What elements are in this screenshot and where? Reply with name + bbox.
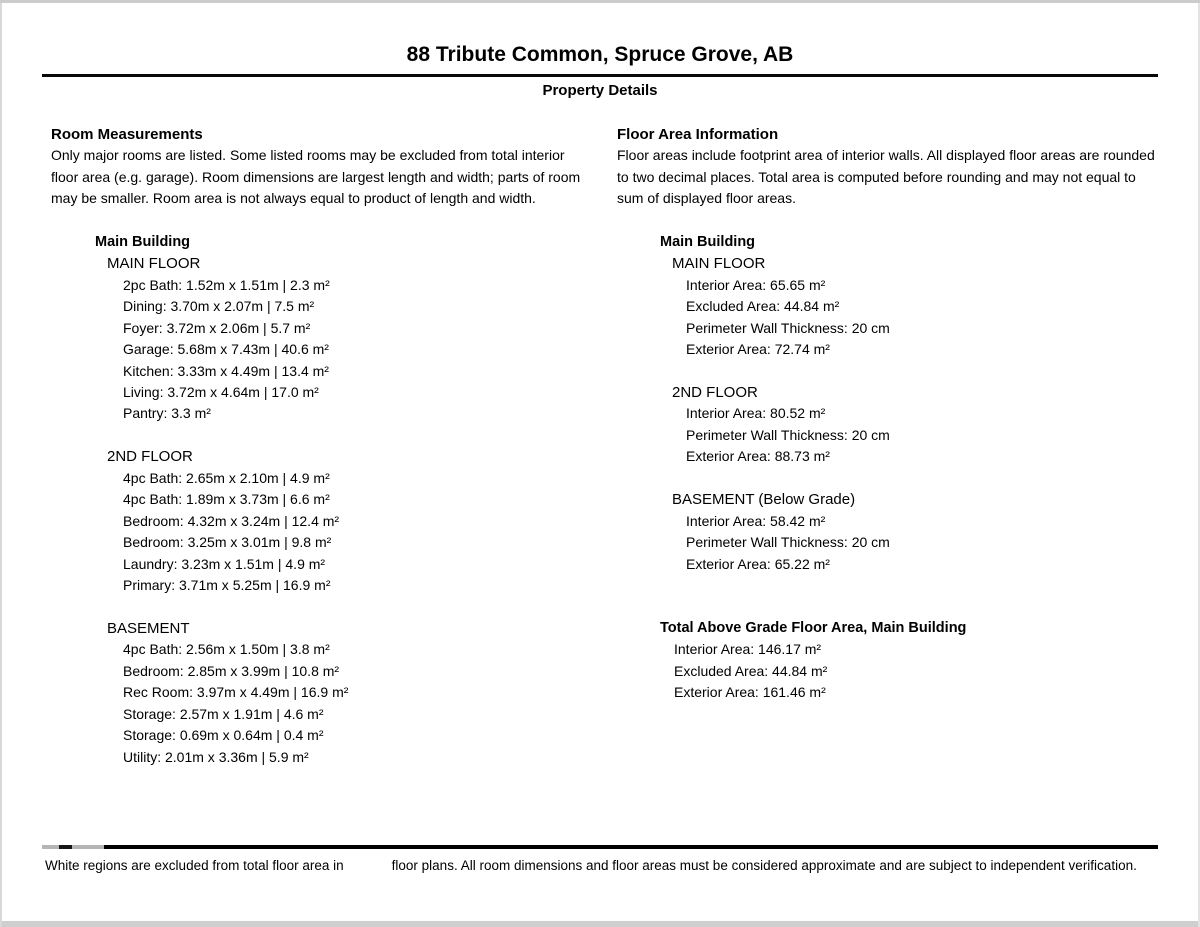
area-basement <box>660 489 1162 575</box>
room-entry: Bedroom: 2.85m x 3.99m | 10.8 m² <box>123 662 340 679</box>
area-stat: Exterior Area: 72.74 m² <box>686 341 830 358</box>
room-entry: Pantry: 3.3 m² <box>123 405 211 422</box>
floor-area-building <box>660 232 1162 575</box>
floor-name: MAIN FLOOR <box>672 255 766 273</box>
area-stat: Exterior Area: 65.22 m² <box>686 555 830 572</box>
room-entry: Utility: 2.01m x 3.36m | 5.9 m² <box>123 748 309 765</box>
total-stat: Exterior Area: 161.46 m² <box>674 684 826 701</box>
title-divider <box>42 74 1158 77</box>
floor-name: BASEMENT (Below Grade) <box>672 491 856 509</box>
area-stat: Interior Area: 65.65 m² <box>686 276 826 293</box>
area-stat: Interior Area: 58.42 m² <box>686 512 826 529</box>
room-entry: Storage: 2.57m x 1.91m | 4.6 m² <box>123 705 324 722</box>
room-measurements-building <box>95 232 588 768</box>
room-measurements-description: Only major rooms are listed. Some listed rooms may be excluded from total interior floor area (e.g. garage). Room dimensions are largest length and width; parts of room may be smaller. Room area is not always equal to product of length and width. <box>51 147 581 207</box>
total-stat-list <box>674 639 1162 703</box>
footer-disclaimer-part2: floor plans. All room dimensions and floor areas must be considered approximate and are subject to independent verification. <box>391 858 1137 873</box>
room-entry: Garage: 5.68m x 7.43m | 40.6 m² <box>123 341 329 358</box>
floor-2nd-floor <box>95 446 588 596</box>
room-entry: Bedroom: 4.32m x 3.24m | 12.4 m² <box>123 512 340 529</box>
area-stat: Exterior Area: 88.73 m² <box>686 448 830 465</box>
area-2nd-floor <box>660 382 1162 468</box>
floor-name: MAIN FLOOR <box>107 255 201 273</box>
total-above-grade-block <box>660 618 1162 704</box>
floor-area-section <box>617 124 1162 704</box>
area-stat: Excluded Area: 44.84 m² <box>686 298 840 315</box>
floor-area-description: Floor areas include footprint area of interior walls. All displayed floor areas are rounded to two decimal places. Total area is computed before rounding and may not equal to sum of displayed floor areas. <box>617 147 1155 207</box>
total-heading: Total Above Grade Floor Area, Main Building <box>660 620 967 637</box>
footer-disclaimer <box>45 857 1165 875</box>
room-entry: Kitchen: 3.33m x 4.49m | 13.4 m² <box>123 362 329 379</box>
floor-name: BASEMENT <box>107 619 190 637</box>
room-entry: Rec Room: 3.97m x 4.49m | 16.9 m² <box>123 684 349 701</box>
room-entry: Primary: 3.71m x 5.25m | 16.9 m² <box>123 577 331 594</box>
room-entry: Storage: 0.69m x 0.64m | 0.4 m² <box>123 727 324 744</box>
room-list <box>123 639 588 768</box>
building-name: Main Building <box>95 233 191 250</box>
room-measurements-section <box>51 124 588 768</box>
room-entry: Laundry: 3.23m x 1.51m | 4.9 m² <box>123 555 326 572</box>
page-title: 88 Tribute Common, Spruce Grove, AB <box>406 43 794 66</box>
building-name: Main Building <box>660 233 756 250</box>
area-stat: Perimeter Wall Thickness: 20 cm <box>686 426 890 443</box>
room-list <box>123 275 588 425</box>
page-subtitle: Property Details <box>542 82 658 99</box>
area-stat-list <box>686 403 1162 467</box>
footer-divider <box>42 845 1158 849</box>
room-list <box>123 468 588 597</box>
area-stat: Interior Area: 80.52 m² <box>686 405 826 422</box>
room-entry: 2pc Bath: 1.52m x 1.51m | 2.3 m² <box>123 276 330 293</box>
footer-disclaimer-part1: White regions are excluded from total floor area in <box>45 858 344 873</box>
room-entry: Dining: 3.70m x 2.07m | 7.5 m² <box>123 298 315 315</box>
floor-name: 2ND FLOOR <box>672 383 758 401</box>
room-entry: Living: 3.72m x 4.64m | 17.0 m² <box>123 383 319 400</box>
area-main-floor <box>660 253 1162 360</box>
floor-basement <box>95 618 588 768</box>
area-stat-list <box>686 275 1162 361</box>
total-stat: Interior Area: 146.17 m² <box>674 641 822 658</box>
room-entry: 4pc Bath: 2.56m x 1.50m | 3.8 m² <box>123 641 330 658</box>
room-entry: Foyer: 3.72m x 2.06m | 5.7 m² <box>123 319 311 336</box>
floor-name: 2ND FLOOR <box>107 448 193 466</box>
room-entry: 4pc Bath: 2.65m x 2.10m | 4.9 m² <box>123 469 330 486</box>
room-entry: 4pc Bath: 1.89m x 3.73m | 6.6 m² <box>123 491 330 508</box>
room-entry: Bedroom: 3.25m x 3.01m | 9.8 m² <box>123 534 332 551</box>
area-stat: Perimeter Wall Thickness: 20 cm <box>686 534 890 551</box>
floor-main-floor <box>95 253 588 425</box>
area-stat-list <box>686 511 1162 575</box>
floor-area-heading: Floor Area Information <box>617 126 779 143</box>
total-stat: Excluded Area: 44.84 m² <box>674 662 828 679</box>
logo-placeholder <box>344 869 392 870</box>
room-measurements-heading: Room Measurements <box>51 126 203 143</box>
area-stat: Perimeter Wall Thickness: 20 cm <box>686 319 890 336</box>
